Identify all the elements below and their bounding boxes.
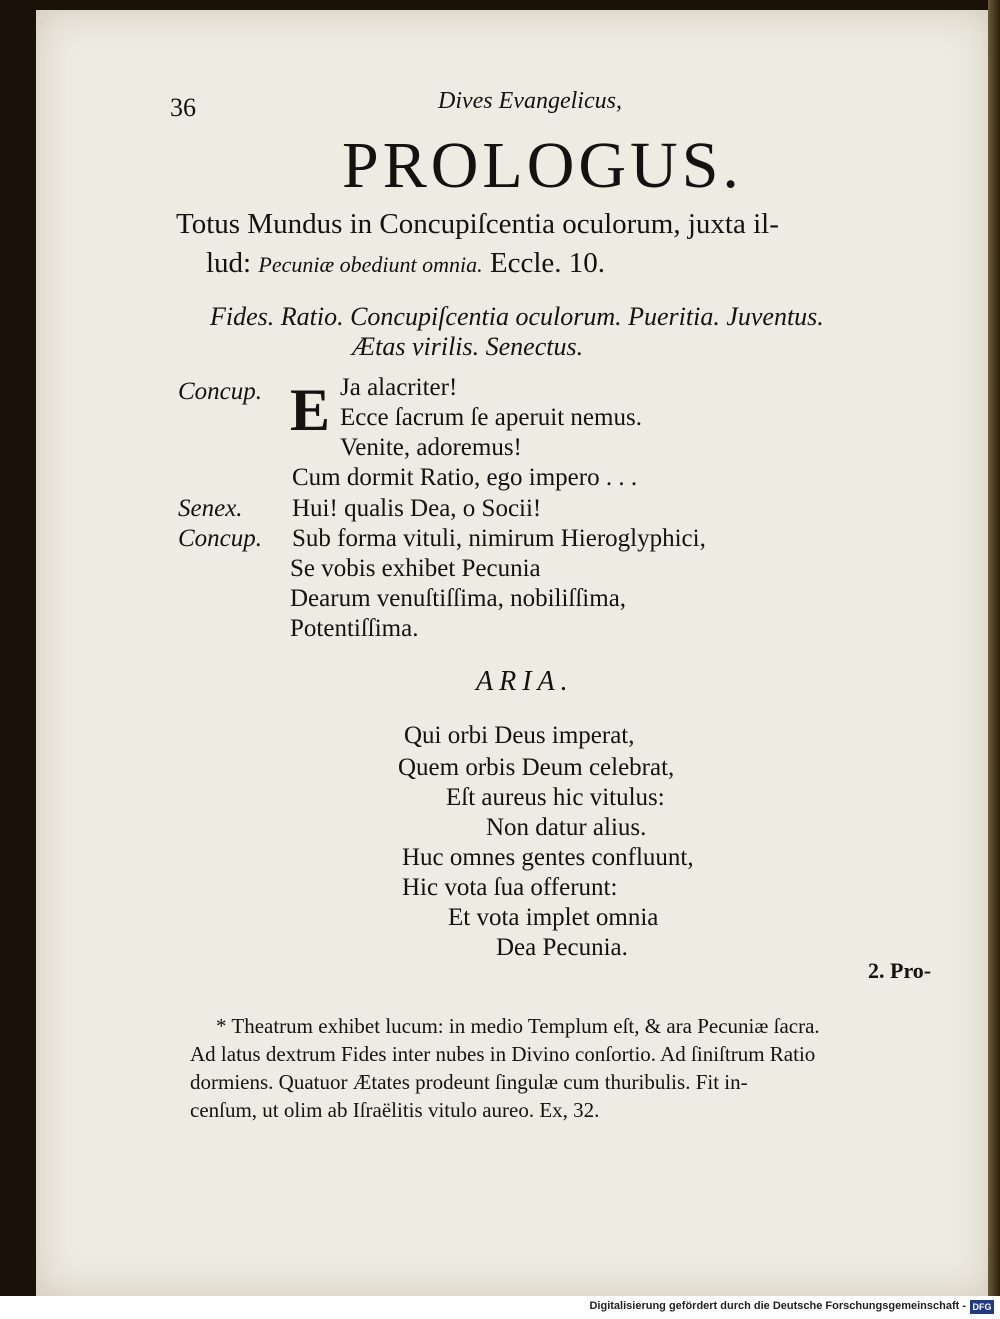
subtitle-reference: Eccle. 10. — [489, 247, 606, 279]
aria-line: Quem orbis Deum celebrat, — [398, 754, 675, 781]
verse-line: Cum dormit Ratio, ego impero . . . — [292, 464, 638, 491]
subtitle-lud: lud: — [206, 247, 252, 279]
book-edge — [988, 0, 1000, 1300]
verse-line: Ja alacriter! — [340, 374, 458, 401]
subtitle-quote: Pecuniæ obediunt omnia. — [258, 252, 483, 277]
page-title: PROLOGUS. — [342, 129, 743, 202]
aria-line: Eſt aureus hic vitulus: — [446, 784, 665, 811]
aria-line: Et vota implet omnia — [448, 904, 659, 931]
aria-heading: ARIA. — [476, 666, 574, 697]
aria-line: Dea Pecunia. — [496, 934, 628, 961]
running-head: Dives Evangelicus, — [438, 88, 622, 114]
speaker-concup-2: Concup. — [178, 525, 263, 552]
verse-line: Venite, adoremus! — [340, 434, 522, 461]
dramatis-personae-line-1: Fides. Ratio. Concupiſcentia oculorum. Pueritia. Juventus. — [210, 302, 824, 331]
subtitle-line-2 — [206, 247, 605, 280]
verse-line: Se vobis exhibet Pecunia — [290, 555, 541, 582]
verse-line: Sub forma vituli, nimirum Hieroglyphici, — [292, 525, 706, 552]
speaker-concup-1: Concup. — [178, 378, 263, 405]
verse-line: Dearum venuſtiſſima, nobiliſſima, — [290, 585, 627, 612]
verse-line: Hui! qualis Dea, o Socii! — [292, 495, 542, 522]
verse-line: Potentiſſima. — [290, 615, 419, 642]
aria-line: Hic vota ſua offerunt: — [402, 874, 618, 901]
subtitle-line-1: Totus Mundus in Concupiſcentia oculorum, juxta il- — [176, 208, 779, 240]
aria-line: Non datur alius. — [486, 814, 647, 841]
drop-cap: E — [290, 377, 331, 443]
funding-credit: Digitalisierung gefördert durch die Deutsche Forschungsgemeinschaft - — [589, 1300, 966, 1312]
footnote-line: Ad latus dextrum Fides inter nubes in Divino conſortio. Ad ſiniſtrum Ratio — [190, 1042, 816, 1066]
speaker-senex: Senex. — [178, 495, 243, 522]
page-number: 36 — [170, 93, 196, 122]
aria-line: Qui orbi Deus imperat, — [404, 722, 635, 749]
catchword: 2. Pro- — [868, 958, 932, 983]
dramatis-personae-line-2: Ætas virilis. Senectus. — [352, 332, 584, 361]
footnote-line: cenſum, ut olim ab Iſraëlitis vitulo aureo. Ex, 32. — [190, 1098, 600, 1122]
dfg-logo: DFG — [970, 1300, 994, 1314]
footnote — [190, 1012, 950, 1124]
aria-line: Huc omnes gentes confluunt, — [402, 844, 694, 871]
footnote-line: dormiens. Quatuor Ætates prodeunt ſingulæ cum thuribulis. Fit in- — [190, 1070, 748, 1094]
verse-line: Ecce ſacrum ſe aperuit nemus. — [340, 404, 642, 431]
footnote-line: * Theatrum exhibet lucum: in medio Templum eſt, & ara Pecuniæ ſacra. — [216, 1014, 820, 1038]
